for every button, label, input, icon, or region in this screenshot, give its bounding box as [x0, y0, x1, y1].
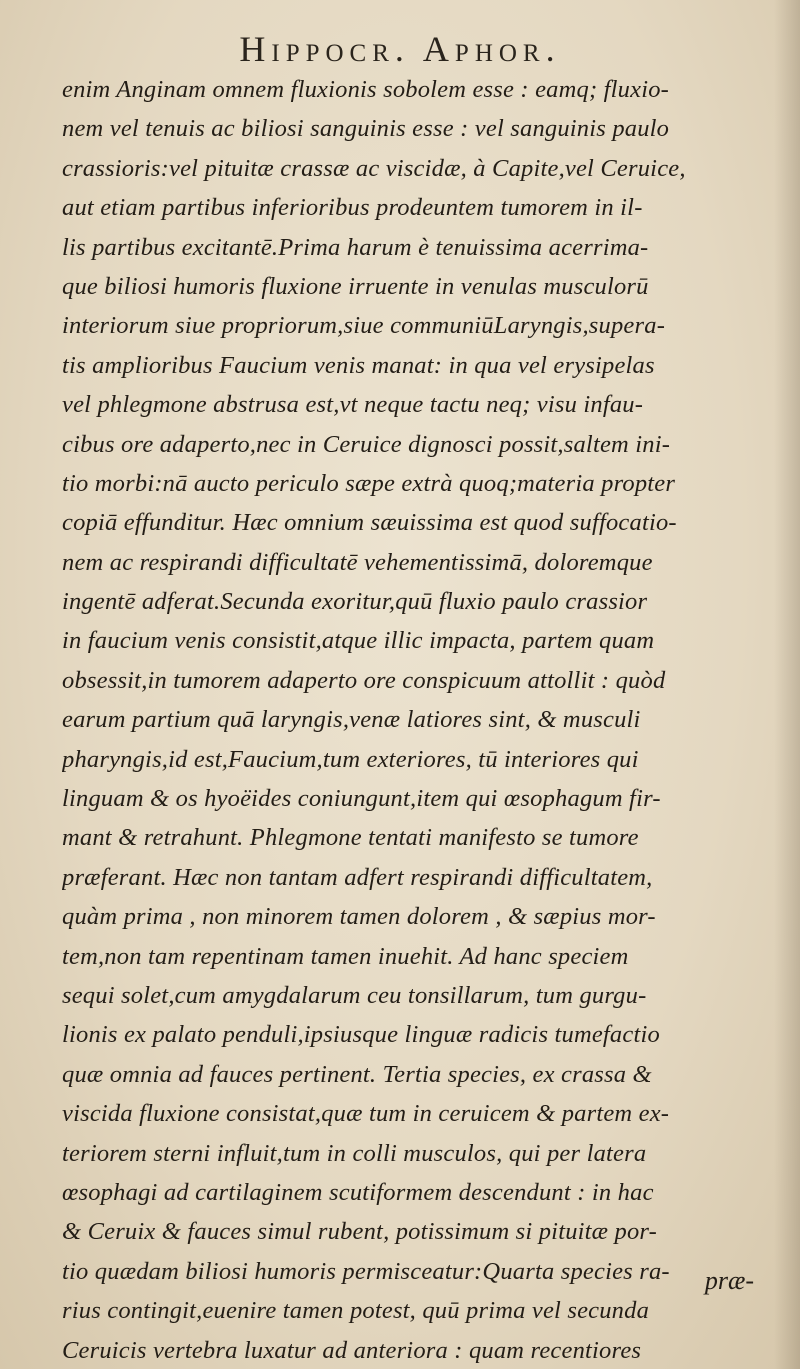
text-line: interiorum siue propriorum,siue communiūLaryngis,supera- — [62, 312, 666, 340]
running-head: Hippocr. Aphor. — [239, 29, 561, 69]
text-line: ingentē adferat.Secunda exoritur,quū fluxio paulo crassior — [62, 588, 648, 616]
text-block — [62, 70, 774, 1369]
text-line: rius contingit,euenire tamen potest, quū prima vel secunda — [62, 1297, 650, 1325]
text-line: que biliosi humoris fluxione irruente in venulas musculorū — [62, 272, 649, 300]
text-line: sequi solet,cum amygdalarum ceu tonsillarum, tum gurgu- — [62, 981, 647, 1009]
text-line: crassioris:vel pituitæ crassæ ac viscidæ, à Capite,vel Ceruice, — [62, 154, 686, 182]
text-line: tis amplioribus Faucium venis manat: in qua vel erysipelas — [62, 351, 655, 379]
text-line: quàm prima , non minorem tamen dolorem , & sæpius mor- — [62, 903, 656, 931]
text-line: cibus ore adaperto,nec in Ceruice dignosci possit,saltem ini- — [62, 430, 671, 458]
page-edge-shadow — [774, 0, 800, 1369]
text-line: viscida fluxione consistat,quæ tum in ceruicem & partem ex- — [62, 1100, 670, 1128]
text-line: quæ omnia ad fauces pertinent. Tertia species, ex crassa & — [62, 1060, 652, 1088]
catchword: præ- — [704, 1266, 754, 1295]
text-line: mant & retrahunt. Phlegmone tentati manifesto se tumore — [62, 824, 639, 852]
text-line: vel phlegmone abstrusa est,vt neque tactu neq; visu infau- — [62, 391, 644, 419]
text-line: lis partibus excitantē.Prima harum è tenuissima acerrima- — [62, 233, 649, 261]
text-line: tem,non tam repentinam tamen inuehit. Ad hanc speciem — [62, 942, 629, 970]
text-line: & Ceruix & fauces simul rubent, potissimum si pituitæ por- — [62, 1218, 658, 1246]
text-line: præferant. Hæc non tantam adfert respirandi difficultatem, — [62, 863, 653, 891]
text-line: obsessit,in tumorem adaperto ore conspicuum attollit : quòd — [62, 666, 666, 694]
text-line: earum partium quā laryngis,venæ latiores sint, & musculi — [62, 706, 641, 734]
text-line: aut etiam partibus inferioribus prodeuntem tumorem in il- — [62, 194, 643, 222]
text-line: pharyngis,id est,Faucium,tum exteriores, tū interiores qui — [62, 745, 639, 773]
text-line: lionis ex palato penduli,ipsiusque linguæ radicis tumefactio — [62, 1021, 660, 1049]
text-line: tio morbi:nā aucto periculo sæpe extrà quoq;materia propter — [62, 469, 676, 497]
text-line: in faucium venis consistit,atque illic impacta, partem quam — [62, 627, 655, 655]
text-line: linguam & os hyoëides coniungunt,item qui œsophagum fir- — [62, 785, 661, 813]
text-line: nem ac respirandi difficultatē vehementissimā, doloremque — [62, 548, 653, 576]
text-line: teriorem sterni influit,tum in colli musculos, qui per latera — [62, 1139, 647, 1167]
text-line: enim Anginam omnem fluxionis sobolem esse : eamq; fluxio- — [62, 76, 670, 103]
text-line: Ceruicis vertebra luxatur ad anteriora : quam recentiores — [62, 1336, 642, 1364]
text-line: œsophagi ad cartilaginem scutiformem descendunt : in hac — [62, 1178, 654, 1206]
text-line: nem vel tenuis ac biliosi sanguinis esse : vel sanguinis paulo — [62, 115, 670, 143]
text-line: tio quædam biliosi humoris permisceatur:Quarta species ra- — [62, 1257, 670, 1285]
text-line: copiā effunditur. Hæc omnium sæuissima est quod suffocatio- — [62, 509, 677, 537]
